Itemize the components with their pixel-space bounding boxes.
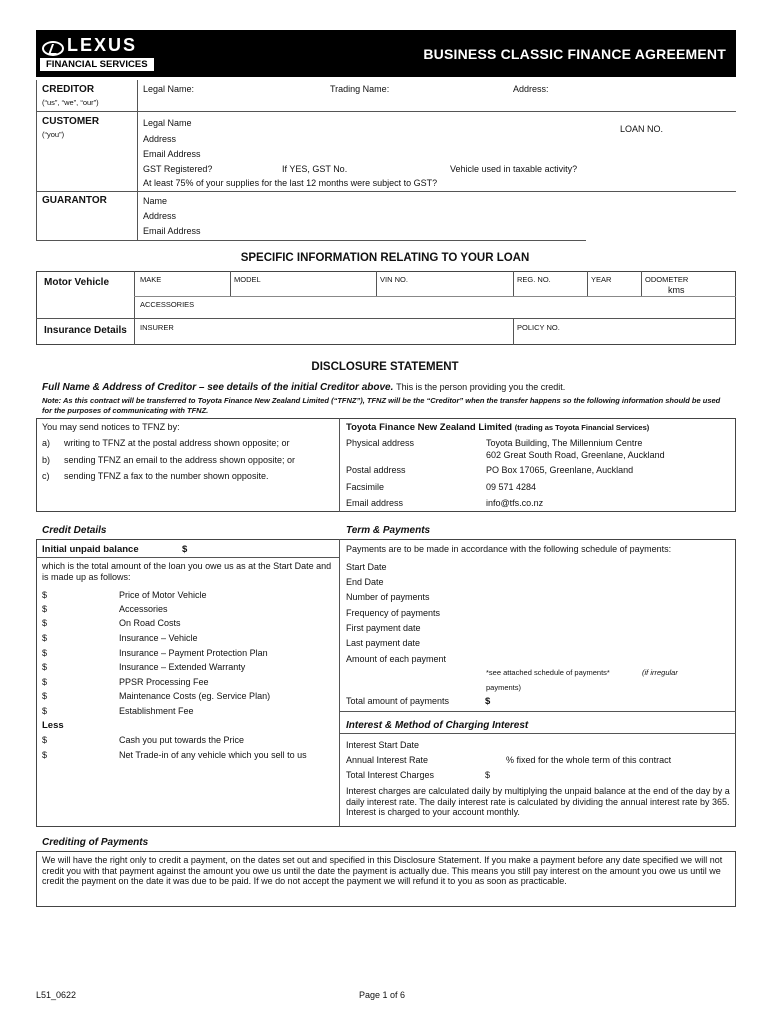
make-label: MAKE <box>140 275 162 284</box>
less-dollar: $ <box>42 735 48 745</box>
credit-desc: which is the total amount of the loan you owe us as at the Start Date and is made up as follows: <box>42 561 332 582</box>
interest-start: Interest Start Date <box>346 740 420 750</box>
fax-label: Facsimile <box>346 482 385 492</box>
notice-a: writing to TFNZ at the postal address shown opposite; or <box>64 438 290 448</box>
credit-dollar: $ <box>42 677 48 687</box>
term-row: End Date <box>346 577 384 587</box>
tfnz-note: Note: As this contract will be transferred to Toyota Finance New Zealand Limited (“TFNZ”), TFNZ will be the “Creditor” when the transfer happens so the following information should be used for the purposes of communicating with TFNZ. <box>42 396 721 415</box>
divider <box>339 733 736 734</box>
form-code: L51_0622 <box>36 990 77 1000</box>
credit-item: Insurance – Payment Protection Plan <box>119 648 268 658</box>
creditor-sub: (“us”, “we”, “our”) <box>42 98 99 107</box>
page-number: Page 1 of 6 <box>359 990 406 1000</box>
customer-address: Address <box>143 134 177 144</box>
customer-email: Email Address <box>143 149 201 159</box>
vehicle-taxable: Vehicle used in taxable activity? <box>450 164 578 174</box>
credit-dollar: $ <box>42 648 48 658</box>
policy-label: POLICY NO. <box>517 323 560 332</box>
interest-title: Interest & Method of Charging Interest <box>346 720 529 731</box>
interest-dollar: $ <box>485 770 491 780</box>
lexus-logo: LEXUS <box>42 35 162 56</box>
less-label: Less <box>42 720 64 731</box>
notice-a-key: a) <box>42 438 51 448</box>
insurance-details-label: Insurance Details <box>44 325 127 336</box>
customer-label: CUSTOMER <box>42 116 100 127</box>
postal-address: PO Box 17065, Greenlane, Auckland <box>486 465 634 475</box>
supplies-gst: At least 75% of your supplies for the last 12 months were subject to GST? <box>143 178 438 188</box>
credit-dollar: $ <box>42 633 48 643</box>
notice-b-key: b) <box>42 455 51 465</box>
vehicle-table-divider <box>36 318 736 319</box>
total-payments: Total amount of payments <box>346 696 450 706</box>
term-row: Start Date <box>346 562 387 572</box>
gst-registered: GST Registered? <box>143 164 213 174</box>
creditor-trading-name: Trading Name: <box>330 84 390 94</box>
credit-item: Establishment Fee <box>119 706 194 716</box>
notice-c: sending TFNZ a fax to the number shown opposite. <box>64 471 269 481</box>
vehicle-table-divider <box>230 271 231 296</box>
gst-no: If YES, GST No. <box>282 164 348 174</box>
term-row: Frequency of payments <box>346 608 441 618</box>
divider <box>36 191 736 192</box>
customer-legal-name: Legal Name <box>143 118 192 128</box>
initial-unpaid-balance: Initial unpaid balance <box>42 544 139 555</box>
odometer-label: ODOMETER <box>645 275 689 284</box>
if-irregular: (if irregular <box>642 668 678 677</box>
vehicle-table-divider <box>134 271 135 345</box>
credit-item: Maintenance Costs (eg. Service Plan) <box>119 691 271 701</box>
credit-item: Insurance – Vehicle <box>119 633 198 643</box>
customer-sub: (“you”) <box>42 130 65 139</box>
credit-dollar: $ <box>42 662 48 672</box>
term-intro: Payments are to be made in accordance with the following schedule of payments: <box>346 544 672 554</box>
credit-dollar: $ <box>42 590 48 600</box>
notice-c-key: c) <box>42 471 50 481</box>
term-row: Last payment date <box>346 638 421 648</box>
vehicle-table-divider <box>641 271 642 296</box>
credit-item: PPSR Processing Fee <box>119 677 209 687</box>
vehicle-table-divider <box>376 271 377 296</box>
credit-term-divider <box>339 539 340 827</box>
guarantor-address: Address <box>143 211 177 221</box>
credit-item: On Road Costs <box>119 618 181 628</box>
vin-label: VIN NO. <box>380 275 408 284</box>
full-name-line <box>42 382 565 393</box>
creditor-address: Address: <box>513 84 549 94</box>
term-payments-title: Term & Payments <box>346 525 431 536</box>
credit-item: Price of Motor Vehicle <box>119 590 207 600</box>
divider <box>36 240 586 241</box>
initial-dollar: $ <box>182 544 188 555</box>
crediting-text: We will have the right only to credit a payment, on the dates set out and specified in this Disclosure Statement. If you make a payment before any date specified we will not credit you with that payment against the amount you owe us until the date the payment is actually due. This means you still pay interest on the amount you owe us until we credit the payment on the date it was due to be paid. If we do not accept the payment we will refund it to you as soon as practicable. <box>42 855 723 886</box>
less-item: Net Trade-in of any vehicle which you sell to us <box>119 750 307 760</box>
disclosure-title: DISCLOSURE STATEMENT <box>311 361 459 373</box>
creditor-label: CREDITOR <box>42 84 95 95</box>
vehicle-table-divider <box>513 271 514 296</box>
specific-info-title: SPECIFIC INFORMATION RELATING TO YOUR LOAN <box>240 252 530 264</box>
credit-details-title: Credit Details <box>42 525 107 536</box>
credit-item: Insurance – Extended Warranty <box>119 662 246 672</box>
email-label: Email address <box>346 498 404 508</box>
physical-line-1: Toyota Building, The Millennium Centre <box>486 438 643 448</box>
less-dollar: $ <box>42 750 48 760</box>
creditor-legal-name: Legal Name: <box>143 84 195 94</box>
notices-divider <box>339 418 340 512</box>
parties-left-border <box>36 80 37 240</box>
motor-vehicle-label: Motor Vehicle <box>44 277 110 288</box>
kms-label: kms <box>668 285 685 295</box>
interest-charges: Total Interest Charges <box>346 770 435 780</box>
document-header <box>36 30 736 77</box>
fax-number: 09 571 4284 <box>486 482 537 492</box>
reg-label: REG. NO. <box>517 275 551 284</box>
term-row: Amount of each payment <box>346 654 447 664</box>
full-name-rest: This is the person providing you the credit. <box>396 382 566 392</box>
notice-b: sending TFNZ an email to the address shown opposite; or <box>64 455 295 465</box>
year-label: YEAR <box>591 275 612 284</box>
financial-services-label: FINANCIAL SERVICES <box>40 58 154 71</box>
tfnz-heading <box>346 422 649 433</box>
guarantor-label: GUARANTOR <box>42 195 107 206</box>
see-attached: *see attached schedule of payments* <box>486 668 610 677</box>
physical-line-2: 602 Great South Road, Greenlane, Auckland <box>486 450 665 460</box>
insurer-label: INSURER <box>140 323 174 332</box>
accessories-label: ACCESSORIES <box>140 300 195 309</box>
less-item: Cash you put towards the Price <box>119 735 245 745</box>
divider <box>36 557 339 558</box>
vehicle-table-divider <box>513 318 514 345</box>
document-title: BUSINESS CLASSIC FINANCE AGREEMENT <box>423 46 726 62</box>
vehicle-table-divider <box>134 296 736 297</box>
physical-label: Physical address <box>346 438 415 448</box>
fixed-rate: % fixed for the whole term of this contract <box>506 755 672 765</box>
vehicle-table-divider <box>587 271 588 296</box>
credit-dollar: $ <box>42 604 48 614</box>
notices-intro: You may send notices to TFNZ by: <box>42 422 180 432</box>
parties-divider <box>137 80 138 240</box>
tfnz-trading: (trading as Toyota Financial Services) <box>514 423 650 432</box>
full-name-heading: Full Name & Address of Creditor – see details of the initial Creditor above. <box>42 382 394 393</box>
annual-rate: Annual Interest Rate <box>346 755 429 765</box>
email-address: info@tfs.co.nz <box>486 498 544 508</box>
credit-dollar: $ <box>42 706 48 716</box>
term-row: First payment date <box>346 623 421 633</box>
credit-dollar: $ <box>42 691 48 701</box>
guarantor-name: Name <box>143 196 168 206</box>
guarantor-email: Email Address <box>143 226 201 236</box>
interest-desc: Interest charges are calculated daily by multiplying the unpaid balance at the end of the day by a daily interest rate. The daily interest rate is calculated by dividing the annual interest rate by 365. Interest is charged to your account monthly. <box>346 786 730 817</box>
term-row: Number of payments <box>346 592 430 602</box>
credit-item: Accessories <box>119 604 168 614</box>
divider <box>36 111 736 112</box>
model-label: MODEL <box>234 275 261 284</box>
lexus-emblem-icon <box>42 41 64 56</box>
crediting-title: Crediting of Payments <box>42 837 149 848</box>
credit-dollar: $ <box>42 618 48 628</box>
irregular-payments: payments) <box>486 683 522 692</box>
loan-no-label: LOAN NO. <box>620 124 664 134</box>
divider <box>339 711 736 712</box>
total-dollar: $ <box>485 696 491 707</box>
tfnz-name: Toyota Finance New Zealand Limited <box>346 422 513 433</box>
postal-label: Postal address <box>346 465 406 475</box>
